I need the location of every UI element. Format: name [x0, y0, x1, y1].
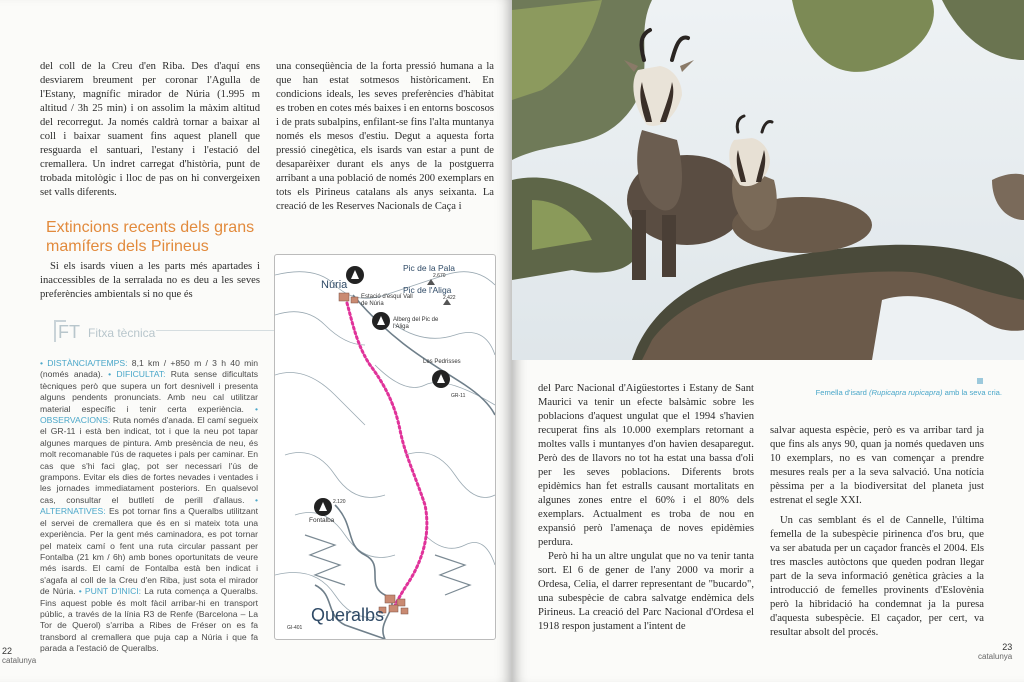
map-label-pic-aliga: Pic de l'Aliga: [403, 285, 452, 295]
folio-label: catalunya: [2, 656, 37, 665]
tech-key-alternatives: ALTERNATIVES:: [40, 506, 106, 517]
column-two-paragraph: una conseqüència de la forta pressió humana a la que han estat sotmesos històricament. En condicions ideals, les seves preferències d'hàbitat es troben en cotes més baixes i en entorns boscosos i de prats subalpins, enfilant-se fins l'alta muntanya només els mesos d'estiu. Degut a aquesta forta pressió cinegètica, els isards van estar a punt de desaparèixer durant els anys de la postguerra arribant a una població de només 200 exemplars en tots els Pirineus catalans als anys seixanta. La creació de les Reserves Nacionals de Caça i: [276, 61, 495, 212]
hiking-route: [347, 303, 427, 610]
bullet-icon: •: [254, 403, 258, 414]
tech-key-observations: OBSERVACIONS:: [40, 415, 111, 426]
section-paragraph: Si els isards viuen a les parts més apartades i inaccessibles de la serralada no es deu a les seves preferències ambientals si no que és: [40, 261, 260, 300]
right-col2-paragraph1: salvar aquesta espècie, però es va arribar tard ja que fins als anys 90, quan ja només quedaven uns 10 exemplars, no es van començar a prendre mesures reals per a la seva salvació. Una notícia pèssima per a la biodiversitat del planeta just estrenat el segle XXI.: [770, 425, 984, 506]
map-label-fontalba-alt: 2.120: [333, 499, 346, 505]
map-label-gr11: GR-11: [451, 393, 466, 399]
right-page: [512, 0, 1024, 682]
left-folio: [2, 646, 36, 665]
right-col2-paragraph2: Un cas semblant és el de Cannelle, l'última femella de la subespècie pirinenca d'os bru, que va ser abatuda per un caçador francès el 2004. Els tres mascles autòctons que queden podran llegar part de la seva informació genètica gràcies a la introducció de femelles provinents d'Eslovènia però la hibridació ha condemnat ja la puresa d'aquesta subespècie. El caçador, per cert, va resultar absolt del procés.: [770, 515, 984, 638]
tech-key-start: PUNT D'INICI:: [84, 586, 142, 597]
map-label-albergue: Alberg del Pic de l'Aliga: [393, 317, 439, 330]
bullet-icon: •: [108, 369, 117, 380]
folio-label: catalunya: [978, 652, 1013, 661]
tech-value-distance: 8,1 km / +850 m / 3 h 40 min (només anada).: [40, 358, 258, 380]
caption-latin: (Rupicapra rupicapra): [869, 388, 943, 397]
intro-paragraph: del coll de la Creu d'en Riba. Des d'aquí ens desviarem breument per coronar l'Agulla de l'Estany, magnífic mirador de Núria (1.995 m altitud / 3h 25 min) i on assolim la màxim altitud del recorregut. Ja només caldrà tornar a baixar al coll i baixar suament fins aquest planell que resguarda el santuari, l'estany i l'estació del cremallera. Un indret carregat d'història, punt de trobada mitològic i lloc de pas on hi convergeixen set valls diferents.: [40, 61, 260, 198]
chamois-photo: [512, 0, 1024, 360]
switchback-roads: [305, 535, 470, 595]
tech-value-difficulty: Ruta sense dificultats tècniques però que supera un fort desnivell i presenta alguns pendents pronunciats. Amb neu cal utilitzar material específic i tenir certa experiència.: [40, 369, 259, 414]
ft-abbreviation: FT: [58, 322, 80, 342]
map-label-pedrisses: Les Pedrisses: [423, 359, 461, 365]
map-label-pic-aliga-alt: 2.422: [443, 295, 456, 301]
caption-rest: amb la seva cria.: [942, 388, 1002, 397]
caption-marker: [977, 378, 983, 384]
chamois-photo-graphic: [512, 0, 1024, 360]
tech-key-distance: DISTÀNCIA/TEMPS:: [47, 358, 128, 368]
map-label-queralbs: Queralbs: [311, 605, 385, 625]
bullet-icon: •: [254, 494, 258, 505]
route-map-graphic: [275, 255, 495, 639]
bullet-icon: •: [78, 586, 85, 597]
map-label-pic-pala: Pic de la Pala: [403, 263, 455, 273]
page-number: 23: [1002, 642, 1013, 652]
bullet-icon: •: [40, 358, 48, 368]
ft-title: Fitxa tècnica: [88, 326, 156, 340]
right-column-two: [770, 424, 984, 640]
right-col1-paragraph1: del Parc Nacional d'Aigüestortes i Estany de Sant Maurici va tenir un efecte balsàmic sobre les poblacions d'aquest ungulat que el 1994 s'havien recuperat fins als 10.000 exemplars retornant a moltes valls i muntanyes d'on havien desaparegut. Però des de llavors no tot ha estat una bassa d'oli per les seves poblacions. Diferents brots epidèmics han fet estralls causant mortalitats en algunes zones entre el 60% i el 80% dels exemplars. Actualment es troba de nou en expansió però l'amenaça de noves epidèmies perdura.: [538, 383, 754, 548]
right-column-one: [538, 382, 754, 634]
technical-sheet-text: [40, 358, 258, 655]
section-heading: Extincions recents dels grans mamífers dels Pirineus: [46, 219, 255, 255]
tech-value-start: La ruta comença a Queralbs. Fins aquest poble és molt fàcil arribar-hi en transport públic, a través de la línia R3 de Renfe (Barcelona – La Tor de Querol) s'arriba a Ribes de Fréser on es fa transbord al cremallera que puja cap a Núria i que fa parada a l'estació de Queralbs.: [40, 586, 258, 654]
technical-sheet-header: [36, 320, 260, 340]
map-label-nuria: Núria: [321, 279, 348, 291]
map-label-pic-pala-alt: 2.670: [433, 273, 446, 279]
tech-value-observations: Ruta només d'anada. El camí segueix el GR-11 i està ben indicat, tot i que la neu pot tapar algunes marques de pintura. Amb presència de neu, és molt recomanable l'ús de raquetes i pals per caminar. En cas que s'hi faci glaç, pot ser necessari l'ús de grampons. Evitar els dies de fortes nevades i ventades i les jornades immediatament posteriors. En qualsevol cas, consultar el butlletí de perill d'allaus.: [40, 415, 258, 505]
page-number: 22: [2, 646, 13, 656]
photo-caption: [812, 388, 1002, 397]
map-label-fontalba: Fontalba: [309, 517, 335, 524]
caption-name: Femella d'isard: [815, 388, 870, 397]
map-label-gi401: GI-401: [287, 625, 303, 631]
right-folio: [978, 642, 1012, 661]
nuria-buildings: [339, 293, 358, 303]
right-col1-paragraph2: Però hi ha un altre ungulat que no va tenir tanta sort. El 6 de gener de l'any 2000 va morir a Ordesa, Celia, el darrer representant de "bucardo", una subespècie de cabra salvatge endèmica dels Pirineus. La creació del Parc Nacional d'Ordesa el 1918 respon justament a l'intent de: [538, 551, 754, 632]
route-map: [274, 254, 496, 640]
map-label-estacio: Estació d'esquí Vall de Núria: [361, 294, 413, 307]
tech-value-alternatives: Es pot tornar fins a Queralbs utilitzant el servei de cremallera que és en si mateix tota una experiència. Per la gent més caminadora, es pot tornar pel mateix camí o fent una ruta circular passant per Fontalba (21 km / 6h) amb bones oportunitats de veure més isards. El camí de Fontalba està ben indicat i s'agafa al coll de la Creu d'en Riba, just sota el mirador de Núria.: [40, 506, 258, 597]
tech-key-difficulty: DIFICULTAT:: [116, 369, 166, 380]
